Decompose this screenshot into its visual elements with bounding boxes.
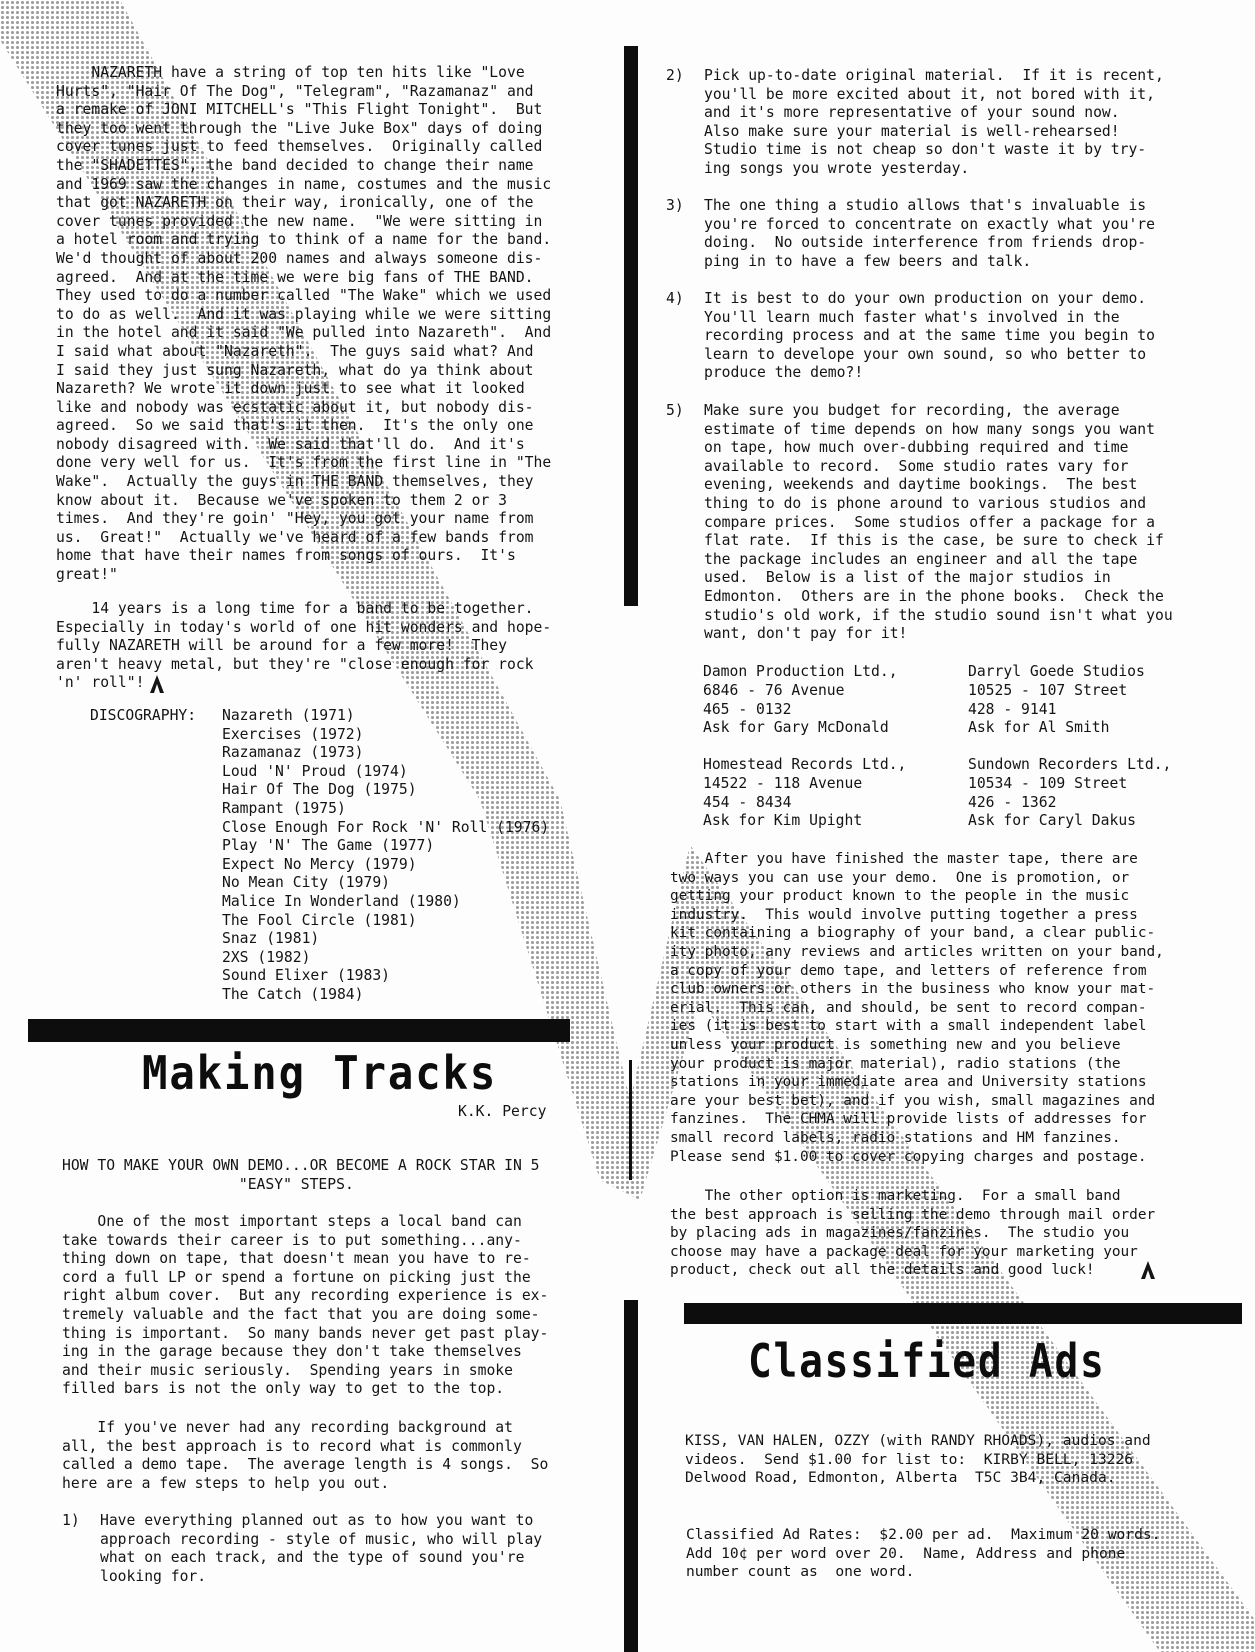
classified-ad-listing: KISS, VAN HALEN, OZZY (with RANDY RHOADS), audios and videos. Send $1.00 for list to: KIRBY BELL, 13226 Delwood Road, Edmonton, Alberta T5C 3B4, Canada. [685,1432,1151,1487]
discography-item: Play 'N' The Game (1977) [222,837,435,855]
discography-item: Close Enough For Rock 'N' Roll (1976) [222,818,550,836]
step-4-number: 4) [666,290,684,307]
discography-list [222,707,549,1005]
studio-phone: 454 - 8434 [703,793,792,811]
discography-item: Exercises (1972) [222,725,364,743]
column-rule-bottom [624,1300,638,1652]
step-2-number: 2) [666,67,684,84]
discography-item: Sound Elixer (1983) [222,967,391,985]
end-mark-icon [149,674,165,694]
studio-address: 10534 - 109 Street [968,774,1128,792]
discography-item: 2XS (1982) [222,948,311,966]
discography-item: Nazareth (1971) [222,707,355,724]
discography-label: DISCOGRAPHY: [90,707,197,724]
studio-listing [703,663,963,738]
discography-item: Razamanaz (1973) [222,744,364,762]
step-1-text: Have everything planned out as to how you want to approach recording - style of music, who will play what on each track, and the type of sound you're looking for. [100,1512,543,1585]
closing-paragraph: 14 years is a long time for a band to be together. Especially in today's world of one hit wonders and hope- fully NAZARETH will be around for a few more! They aren't heavy metal, but they're "close enough for rock 'n' roll"! [56,600,552,692]
studio-name: Damon Production Ltd., [703,663,898,680]
marketing-paragraph: The other option is marketing. For a small band the best approach is selling the demo through mail order by placing ads in magazines/fanzines. The studio you choose may have a package deal for your marketing your product, check out all the details and good luck! [670,1188,1156,1279]
step-5-number: 5) [666,402,684,419]
step-4 [666,290,1226,386]
making-tracks-author: K.K. Percy [458,1103,547,1120]
studio-address: 14522 - 118 Avenue [703,774,863,792]
nazareth-story-paragraph: NAZARETH have a string of top ten hits like "Love Hurts", "Hair Of The Dog", "Telegram", "Razamanaz" and a remake of JONI MITCHELL's "This Flight Tonight". But they too went through the "Live Juke Box" days of doing cover tunes just to feed themselves. Originally called the "SHADETTES", the band decided to change their name and 1969 saw the changes in name, costumes and the music that got NAZARETH on their way, ironically, one of the cover tunes provided the new name. "We were sitting in a hotel room and trying to think of a name for the band. We'd thought of about 200 names and always someone dis- agreed. And at the time we were big fans of THE BAND. They used to do a number called "The Wake" which we used to do as well. And it was playing while we were sitting in the hotel and it said "We pulled into Nazareth". And I said what about "Nazareth". The guys said what? And I said they just sung Nazareth, what do ya think about Nazareth? We wrote it down just to see what it looked like and nobody was ecstatic about it, but nobody dis- agreed. So we said that's it then. It's the only one nobody disagreed with. We said that'll do. And it's done very well for us. It's from the first line in "The Wake". Actually the guys in THE BAND themselves, they know about it. Because we've spoken to them 2 or 3 times. And they're goin' "Hey, you got your name from us. Great!" Actually we've heard of a few bands from home that have their names from songs of ours. It's great!" [56,64,552,584]
studio-name: Sundown Recorders Ltd., [968,756,1172,773]
studio-listing [703,756,963,831]
discography-item: The Catch (1984) [222,985,364,1003]
studio-contact: Ask for Kim Upight [703,812,863,830]
step-4-text: It is best to do your own production on your demo. You'll learn much faster what's involved in the recording process and at the same time you begin to learn to develope your own sound, so who better to produce the demo?! [704,290,1155,382]
discography-item: The Fool Circle (1981) [222,911,417,929]
studio-phone: 428 - 9141 [968,700,1057,718]
studio-name: Darryl Goede Studios [968,663,1145,680]
discography-item: Rampant (1975) [222,799,346,817]
studio-address: 10525 - 107 Street [968,681,1128,699]
step-2 [666,67,1226,182]
intro-paragraph-1: One of the most important steps a local band can take towards their career is to put something...any- thing down on tape, that doesn't mean you have to re- cord a full LP or spend a fortune on picking just the right album cover. But any recording experience is ex- tremely valuable and the fact that you are doing some- thing is important. So many bands never get past play- ing in the garage because they don't take themselves and their music seriously. Spending years in smoke filled bars is not the only way to get to the top. [62,1213,549,1398]
column-rule-thin-middle [629,1060,632,1180]
step-5 [666,402,1226,647]
classified-ads-title: Classified Ads [748,1334,1106,1388]
step-3-number: 3) [666,197,684,214]
studio-phone: 465 - 0132 [703,700,792,718]
end-mark-icon [1140,1260,1156,1280]
studio-address: 6846 - 76 Avenue [703,681,845,699]
studio-name: Homestead Records Ltd., [703,756,907,773]
discography-item: Hair Of The Dog (1975) [222,781,417,799]
studio-contact: Ask for Al Smith [968,719,1110,737]
classified-ad-rates: Classified Ad Rates: $2.00 per ad. Maximum 20 words. Add 10¢ per word over 20. Name, Address and phone number count as one word. [686,1526,1161,1581]
making-tracks-title: Making Tracks [142,1046,498,1100]
section-bar-classified [684,1303,1242,1324]
studio-phone: 426 - 1362 [968,793,1057,811]
step-1 [62,1512,582,1592]
column-rule-top [624,46,638,606]
studio-listing [968,756,1228,831]
studio-listing [968,663,1228,738]
master-tape-paragraph: After you have finished the master tape, there are two ways you can use your demo. One is promotion, or getting your product known to the people in the music industry. This would involve putting together a press kit containing a biography of your band, a clear public- ity photo, any reviews and articles written on your band, a copy of your demo tape, and letters of reference from club owners or others in the business who know your mat- erial. This can, and should, be sent to record compan- ies (it is best to start with a small independent label unless your product is something new and you believe your product is major material), radio stations (the stations in your immediate area and University stations are your best bet), and if you wish, small magazines and fanzines. The CHMA will provide lists of addresses for small record labels, radio stations and HM fanzines. Please send $1.00 to cover copying charges and postage. [670,851,1164,1165]
step-5-text: Make sure you budget for recording, the average estimate of time depends on how many songs you want on tape, how much over-dubbing required and time available to record. Some studio rates vary for evening, weekends and daytime bookings. The best thing to do is phone around to various studios and compare prices. Some studios offer a package for a flat rate. If this is the case, be sure to check if the package includes an engineer and all the tape used. Below is a list of the major studios in Edmonton. Others are in the phone books. Check the studio's old work, if the studio sound isn't what you want, don't pay for it! [704,402,1173,643]
step-2-text: Pick up-to-date original material. If it is recent, you'll be more excited about it, not bored with it, and it's more representative of your sound now. Also make sure your material is well-rehearsed! Studio time is not cheap so don't waste it by try- ing songs you wrote yesterday. [704,67,1164,177]
studio-contact: Ask for Caryl Dakus [968,812,1137,830]
step-3 [666,197,1226,275]
discography-item: Expect No Mercy (1979) [222,855,417,873]
discography-item: Malice In Wonderland (1980) [222,892,461,910]
making-tracks-subtitle: HOW TO MAKE YOUR OWN DEMO...OR BECOME A ROCK STAR IN 5 "EASY" STEPS. [62,1157,540,1193]
discography-item: Loud 'N' Proud (1974) [222,762,408,780]
section-bar-making-tracks [28,1019,570,1042]
studio-contact: Ask for Gary McDonald [703,719,889,737]
intro-paragraph-2: If you've never had any recording background at all, the best approach is to record what is commonly called a demo tape. The average length is 4 songs. So here are a few steps to help you out. [62,1419,549,1492]
step-1-number: 1) [62,1512,80,1529]
discography-item: Snaz (1981) [222,930,320,948]
discography-item: No Mean City (1979) [222,874,391,892]
step-3-text: The one thing a studio allows that's invaluable is you're forced to concentrate on exactly what you're doing. No outside interference from friends drop- ping in to have a few beers and talk. [704,197,1155,270]
